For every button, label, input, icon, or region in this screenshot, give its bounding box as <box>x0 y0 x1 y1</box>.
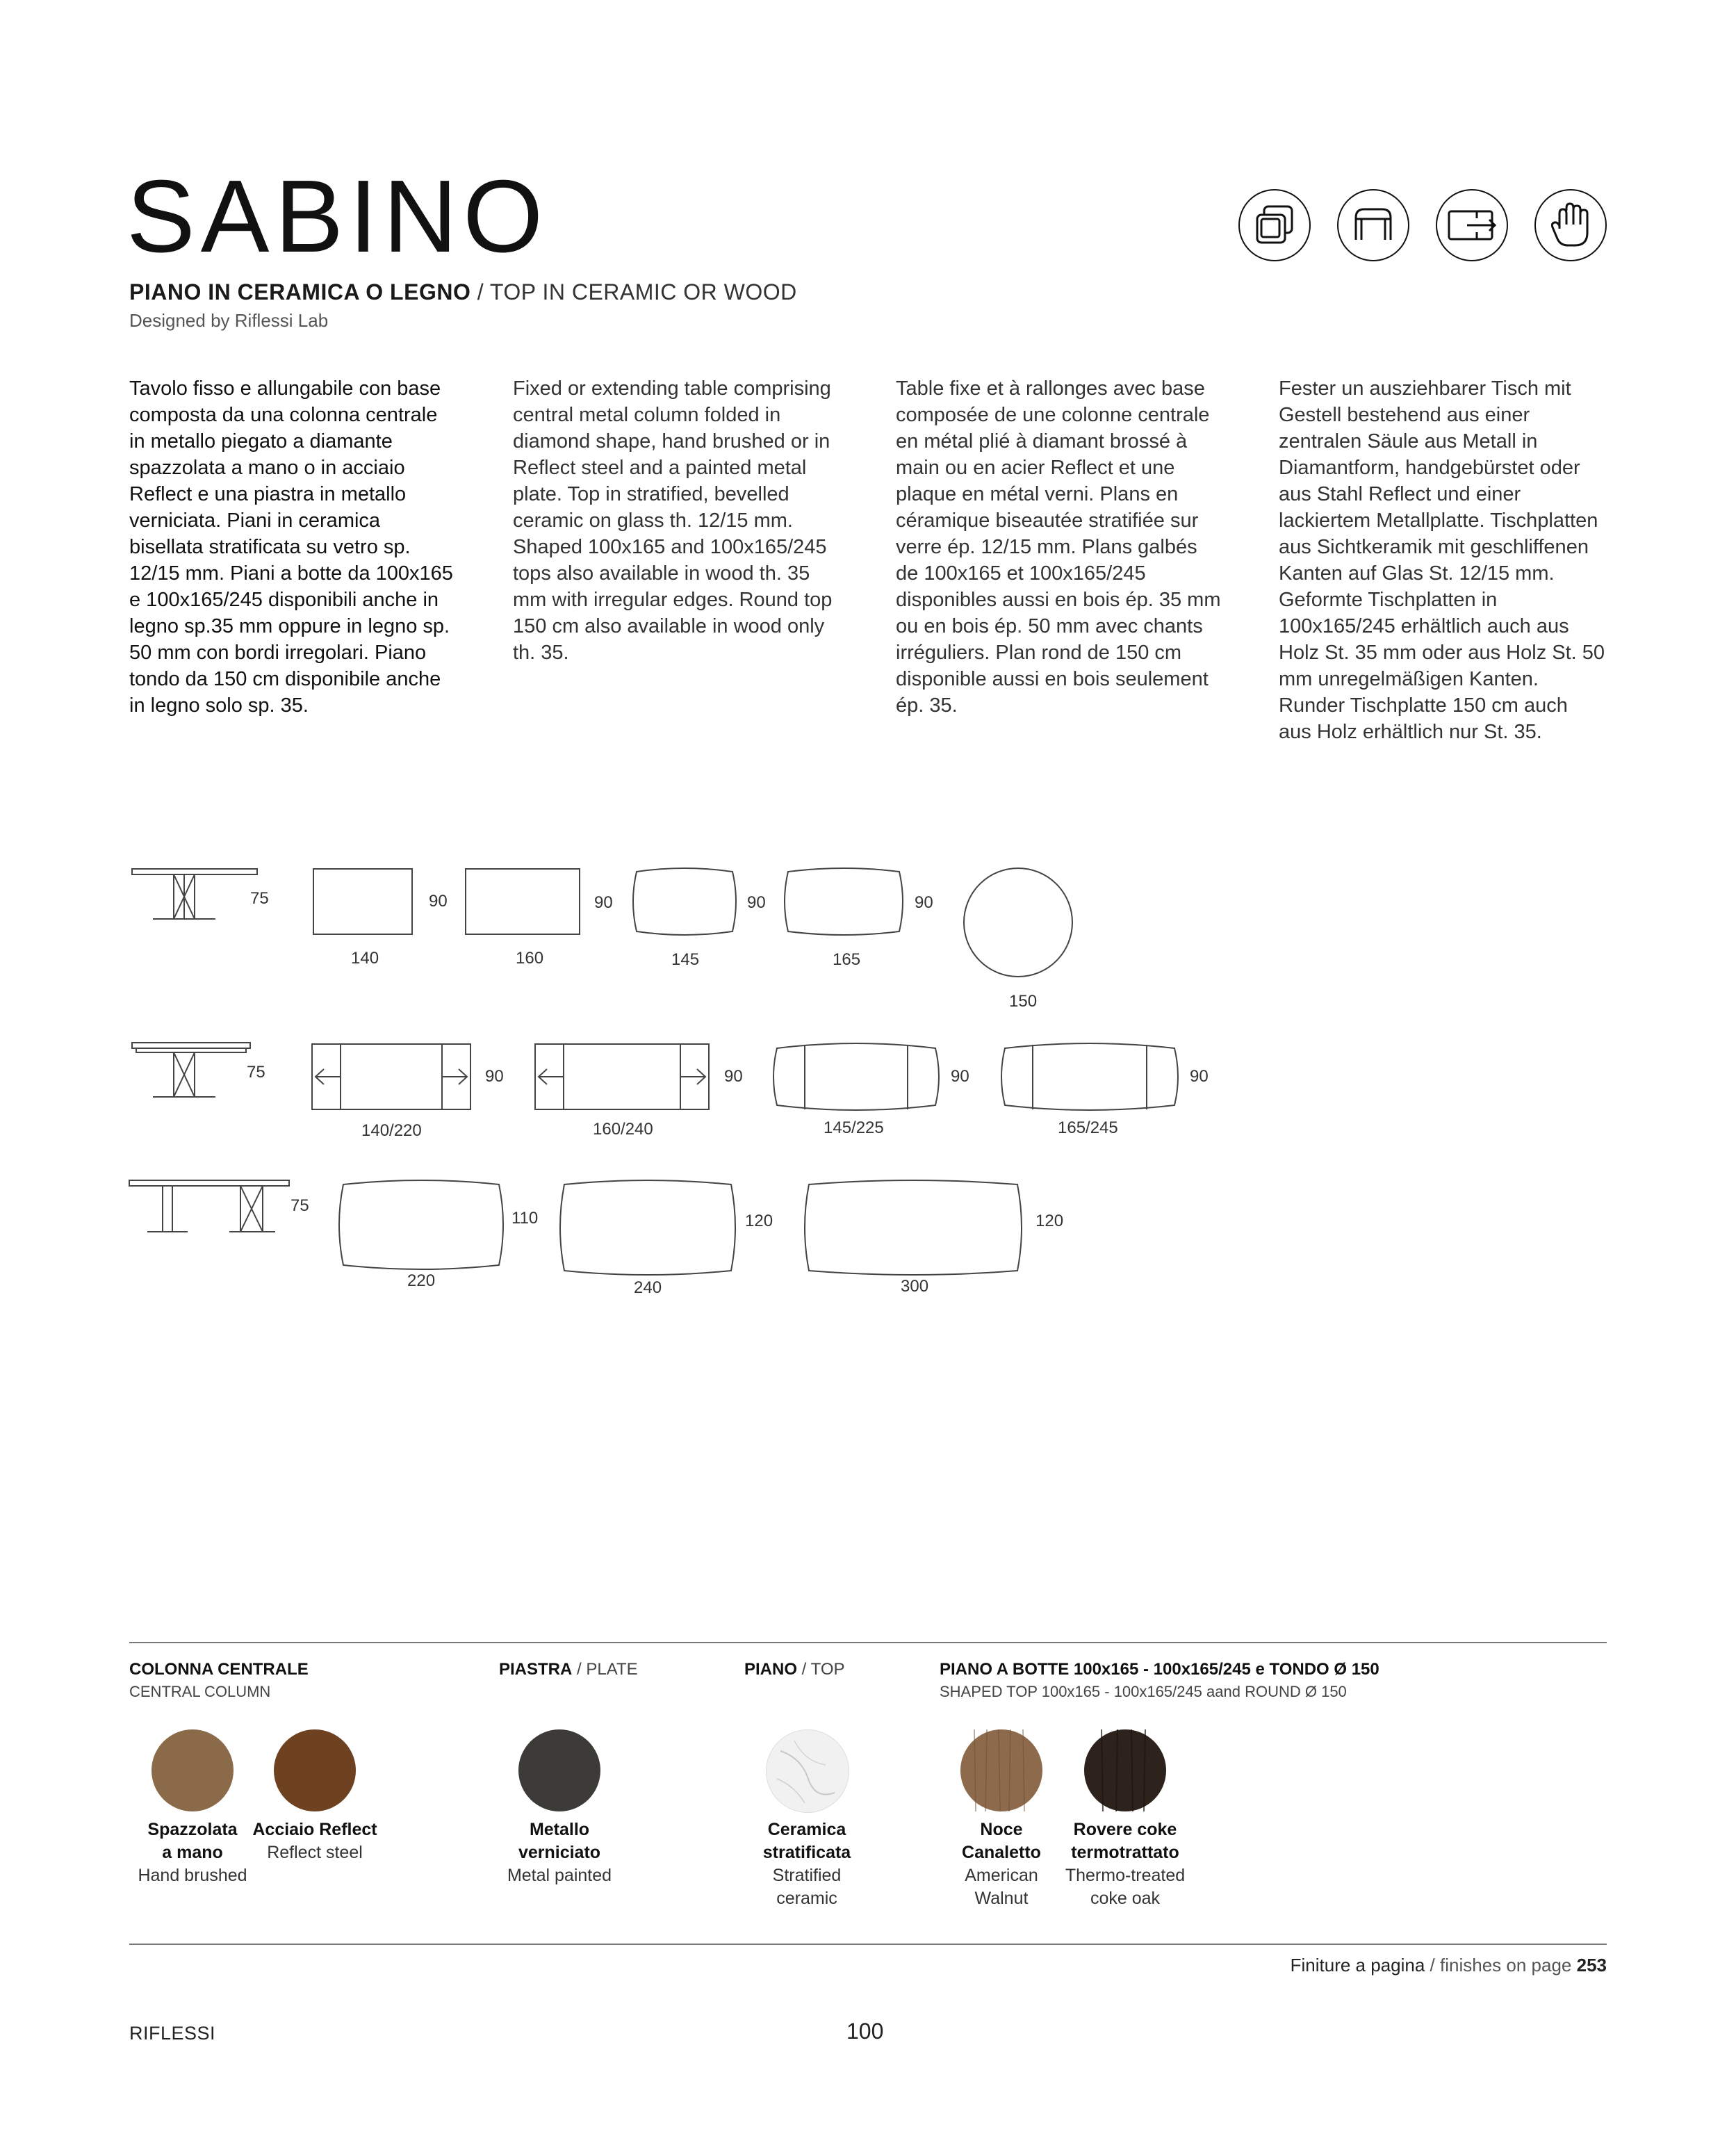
side-view-extending <box>132 1043 250 1097</box>
top-outline <box>313 869 412 934</box>
length-label: 160/240 <box>593 1120 653 1139</box>
swatch-name-it: a mano <box>162 1843 223 1862</box>
finishes-top-rule <box>129 1642 1607 1643</box>
shaped-top-outline <box>560 1180 735 1275</box>
swatch-reflect-steel <box>274 1729 356 1811</box>
subtitle-it: PIANO IN CERAMICA O LEGNO <box>129 279 471 304</box>
side-view-large <box>129 1180 289 1232</box>
description-it: Tavolo fisso e allungabile con base composta da una colonna centrale in metallo piegato a diamante spazzolata a mano o in acciaio Reflect e una piastra in metallo verniciata. Piani in ceramica bisellata stratificata su vetro sp. 12/15 mm. Piani a botte da 100x165 e 100x165/245 disponibili anche in legno sp.35 mm oppure in legno sp. 50 mm con bordi irregolari. Piano tondo da 150 cm disponibile anche in legno solo sp. 35. <box>129 377 453 717</box>
depth-label: 120 <box>1035 1212 1064 1230</box>
page-number: 100 <box>846 2019 884 2044</box>
swatch-name-en: Walnut <box>974 1889 1029 1908</box>
diameter-label: 150 <box>1009 992 1038 1011</box>
swatch-name-en: ceramic <box>776 1889 837 1908</box>
depth-label: 90 <box>1190 1067 1209 1086</box>
round-top-outline <box>964 868 1072 977</box>
shaped-top-outline <box>339 1180 503 1269</box>
finish-heading-title-en: PLATE <box>586 1660 638 1679</box>
extending-top-outline <box>773 1043 939 1110</box>
swatch-name-it: Rovere coke <box>1073 1820 1177 1839</box>
swatch-label <box>741 1818 873 1910</box>
swatch-name-it: Acciaio Reflect <box>252 1820 377 1839</box>
top-outline <box>466 869 580 934</box>
depth-label: 90 <box>429 892 448 911</box>
finish-heading-subtitle: SHAPED TOP 100x165 - 100x165/245 aand ROUND Ø 150 <box>940 1683 1347 1700</box>
swatch-name-en: coke oak <box>1090 1889 1161 1908</box>
finishes-page-note <box>1291 1955 1607 1976</box>
swatch-name-en: Metal painted <box>507 1866 612 1885</box>
height-label: 75 <box>247 1063 265 1082</box>
extending-top-outline <box>535 1044 709 1109</box>
length-label: 160 <box>516 949 544 968</box>
finish-heading-shaped <box>940 1659 1379 1703</box>
swatch-name-en: Hand brushed <box>138 1866 247 1885</box>
length-label: 240 <box>634 1278 662 1297</box>
depth-label: 90 <box>485 1067 504 1086</box>
swatch-label <box>249 1818 381 1864</box>
swatch-name-en: Stratified <box>772 1866 842 1885</box>
swatch-name-it: Metallo <box>529 1820 590 1839</box>
note-separator: / <box>1425 1955 1440 1976</box>
depth-label: 90 <box>915 893 933 912</box>
depth-label: 120 <box>745 1212 773 1230</box>
finishes-bottom-rule <box>129 1944 1607 1945</box>
swatch-name-en: Reflect steel <box>267 1843 363 1862</box>
length-label: 220 <box>407 1271 436 1290</box>
finish-heading-top: PIANO / TOP <box>744 1660 845 1679</box>
length-label: 165 <box>833 950 861 969</box>
length-label: 140/220 <box>361 1121 422 1140</box>
subtitle-separator: / <box>470 279 490 304</box>
swatch-name-en: American <box>965 1866 1038 1885</box>
height-label: 75 <box>290 1196 309 1215</box>
length-label: 300 <box>901 1277 929 1296</box>
length-label: 145 <box>671 950 700 969</box>
swatch-name-en: Thermo-treated <box>1065 1866 1186 1885</box>
finish-heading-title-en: TOP <box>810 1660 845 1679</box>
shaped-top-outline <box>805 1180 1022 1275</box>
finish-heading-subtitle: CENTRAL COLUMN <box>129 1683 271 1700</box>
finish-heading-column <box>129 1659 309 1703</box>
swatch-metal-painted <box>518 1729 600 1811</box>
brand-name: RIFLESSI <box>129 2023 216 2044</box>
length-label: 165/245 <box>1058 1118 1118 1137</box>
swatch-american-walnut <box>960 1729 1042 1811</box>
height-label: 75 <box>250 889 269 908</box>
note-it: Finiture a pagina <box>1290 1955 1425 1976</box>
note-page: 253 <box>1576 1955 1607 1976</box>
extending-top-outline <box>1001 1043 1178 1110</box>
length-label: 140 <box>351 949 379 968</box>
swatch-name-it: Canaletto <box>962 1843 1041 1862</box>
swatch-coke-oak <box>1084 1729 1166 1811</box>
description-de: Fester un ausziehbarer Tisch mit Gestell bestehend aus einer zentralen Säule aus Metall in Diamantform, handgebürstet oder aus Stahl Reflect und einer lackiertem Metallplatte. Tischplatten aus Sichtkeramik mit geschliffenen Kanten auf Glas St. 12/15 mm. Geformte Tischplatten in 100x165/245 erhältlich auch aus Holz St. 35 mm oder aus Holz St. 50 mm unregelmäßigen Kanten. Runder Tischplatte 150 cm auch aus Holz erhältlich nur St. 35. <box>1279 377 1605 743</box>
swatch-hand-brushed <box>152 1729 234 1811</box>
side-view-fixed <box>132 869 257 919</box>
depth-label: 110 <box>511 1209 539 1228</box>
swatch-name-it: stratificata <box>762 1843 851 1862</box>
finish-heading-plate: PIASTRA / PLATE <box>499 1660 638 1679</box>
swatch-stratified-ceramic <box>766 1729 849 1813</box>
extending-top-outline <box>312 1044 470 1109</box>
depth-label: 90 <box>594 893 613 912</box>
finish-heading-title: COLONNA CENTRALE <box>129 1660 309 1679</box>
swatch-label <box>493 1818 625 1887</box>
finish-heading-title: PIASTRA <box>499 1660 573 1679</box>
length-label: 145/225 <box>824 1118 884 1137</box>
description-en: Fixed or extending table comprising central metal column folded in diamond shape, hand brushed or in Reflect steel and a painted metal plate. Top in stratified, bevelled ceramic on glass th. 12/15 mm. Shaped 100x165 and 100x165/245 tops also available in wood th. 35 mm with irregular edges. Round top 150 cm also available in wood only th. 35. <box>513 377 833 664</box>
swatch-label <box>126 1818 259 1887</box>
page-title: SABINO <box>126 159 549 274</box>
shaped-top-outline <box>785 868 903 935</box>
swatch-name-it: Ceramica <box>767 1820 846 1839</box>
shaped-top-outline <box>633 868 736 935</box>
subtitle-en: TOP IN CERAMIC OR WOOD <box>489 279 797 304</box>
finish-heading-title: PIANO A BOTTE 100x165 - 100x165/245 e TONDO Ø 150 <box>940 1660 1379 1679</box>
finish-heading-title: PIANO <box>744 1660 798 1679</box>
note-en: finishes on page <box>1440 1955 1572 1976</box>
description-fr: Table fixe et à rallonges avec base composée de une colonne centrale en métal plié à diamant brossé à main ou en acier Reflect et une plaque en métal verni. Plans en céramique biseautée stratifiée sur verre ép. 12/15 mm. Plans galbés de 100x165 et 100x165/245 disponibles aussi en bois ép. 35 mm ou en bois ép. 50 mm avec chants irréguliers. Plan rond de 150 cm disponible aussi en bois seulement ép. 35. <box>896 377 1221 717</box>
swatch-name-it: termotrattato <box>1071 1843 1179 1862</box>
swatch-name-it: Noce <box>980 1820 1023 1839</box>
depth-label: 90 <box>747 893 766 912</box>
swatch-name-it: Spazzolata <box>147 1820 238 1839</box>
depth-label: 90 <box>951 1067 969 1086</box>
swatch-name-it: verniciato <box>518 1843 601 1862</box>
designer-credit: Designed by Riflessi Lab <box>129 310 329 331</box>
swatch-label <box>935 1818 1067 1910</box>
depth-label: 90 <box>724 1067 743 1086</box>
swatch-label <box>1059 1818 1191 1910</box>
